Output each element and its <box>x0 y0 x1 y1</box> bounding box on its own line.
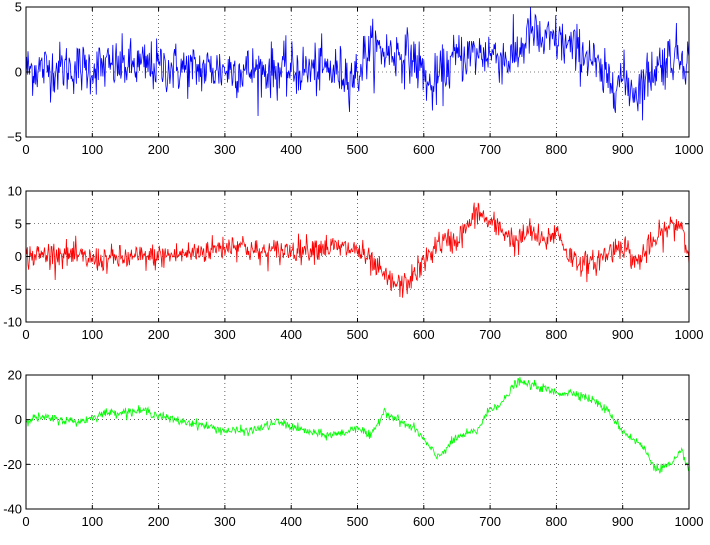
plot-frame <box>26 191 689 322</box>
x-tick-label: 600 <box>412 514 435 529</box>
x-tick-label: 400 <box>280 327 303 342</box>
x-tick-label: 0 <box>22 514 30 529</box>
x-tick-label: 800 <box>545 514 568 529</box>
x-tick-label: 600 <box>412 142 435 157</box>
x-tick-label: 600 <box>412 327 435 342</box>
x-tick-label: 100 <box>81 514 104 529</box>
y-tick-label: 10 <box>7 183 22 199</box>
y-tick-label: -10 <box>3 314 22 330</box>
x-tick-label: 700 <box>479 142 501 157</box>
chart-panel-1 <box>7 0 703 157</box>
x-tick-label: 200 <box>147 142 170 157</box>
x-tick-label: 1000 <box>674 142 704 157</box>
x-tick-label: 500 <box>346 514 369 529</box>
x-tick-label: 100 <box>81 327 104 342</box>
x-tick-label: 500 <box>346 142 369 157</box>
y-tick-label: 0 <box>14 64 22 80</box>
y-tick-label: 0 <box>14 249 22 264</box>
x-tick-label: 900 <box>611 514 634 529</box>
y-tick-label: 0 <box>14 412 22 428</box>
x-tick-label: 300 <box>214 142 236 157</box>
chart-panel-3 <box>3 368 703 530</box>
x-tick-label: 300 <box>214 514 236 529</box>
x-tick-label: 100 <box>81 142 104 157</box>
y-tick-label: 5 <box>14 216 22 232</box>
y-tick-label: −5 <box>7 129 22 145</box>
x-tick-label: 0 <box>22 327 30 342</box>
x-tick-label: 800 <box>545 142 568 157</box>
y-tick-label: -40 <box>3 501 22 517</box>
x-tick-label: 900 <box>611 327 634 342</box>
chart-panel-2 <box>3 184 703 343</box>
y-tick-label: 20 <box>7 367 22 383</box>
x-tick-label: 0 <box>22 142 30 157</box>
y-tick-label: -5 <box>10 281 22 297</box>
x-tick-label: 800 <box>545 327 568 342</box>
x-tick-label: 200 <box>147 514 170 529</box>
y-tick-label: 5 <box>14 0 22 15</box>
x-tick-label: 400 <box>280 142 303 157</box>
y-tick-label: -20 <box>3 456 22 472</box>
x-tick-label: 900 <box>611 142 634 157</box>
x-tick-label: 500 <box>346 327 369 342</box>
x-tick-label: 200 <box>147 327 170 342</box>
x-tick-label: 400 <box>280 514 303 529</box>
x-tick-label: 1000 <box>674 514 704 529</box>
x-tick-label: 1000 <box>674 327 704 342</box>
x-tick-label: 300 <box>214 327 236 342</box>
x-tick-label: 700 <box>479 327 501 342</box>
x-tick-label: 700 <box>479 514 501 529</box>
